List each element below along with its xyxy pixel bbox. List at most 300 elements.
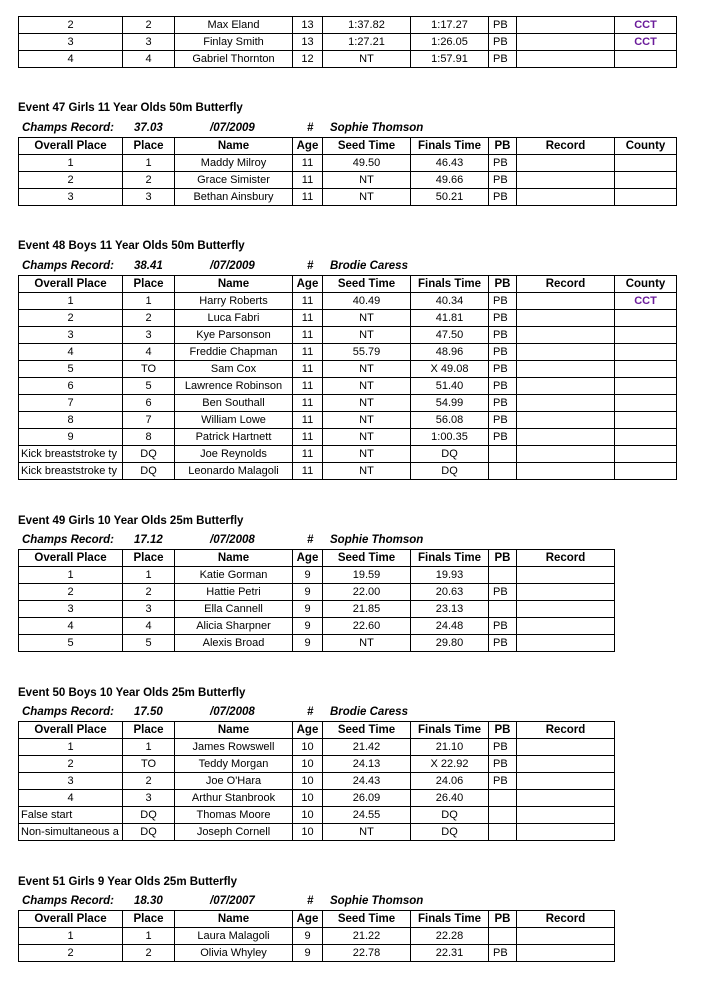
table-cell: PB (489, 378, 517, 395)
table-cell: 9 (293, 945, 323, 962)
table-cell: NT (323, 172, 411, 189)
table-row (19, 361, 677, 378)
table-cell: 2 (123, 584, 175, 601)
table-cell: 54.99 (411, 395, 489, 412)
table-cell: False start (19, 807, 123, 824)
table-cell: PB (489, 189, 517, 206)
table-cell: 3 (19, 327, 123, 344)
table-cell (517, 17, 615, 34)
record-holder: Sophie Thomson (330, 534, 424, 546)
table-cell: 6 (19, 378, 123, 395)
record-time: 17.12 (134, 534, 163, 546)
table-cell (615, 344, 677, 361)
table-row (19, 635, 615, 652)
table-row (19, 584, 615, 601)
column-header: Record (517, 138, 615, 155)
table-cell: 40.34 (411, 293, 489, 310)
table-cell (517, 344, 615, 361)
event-title: Event 51 Girls 9 Year Olds 25m Butterfly (18, 876, 238, 888)
column-header: PB (489, 911, 517, 928)
record-time: 37.03 (134, 122, 163, 134)
table-cell: 26.40 (411, 790, 489, 807)
table-cell: Alicia Sharpner (175, 618, 293, 635)
table-cell: 11 (293, 172, 323, 189)
table-cell: 7 (19, 395, 123, 412)
table-cell (615, 327, 677, 344)
table-cell: 11 (293, 293, 323, 310)
results-table (18, 16, 677, 68)
table-cell: 21.85 (323, 601, 411, 618)
column-header: Seed Time (323, 722, 411, 739)
column-header: Seed Time (323, 276, 411, 293)
table-cell (489, 463, 517, 480)
table-cell (489, 601, 517, 618)
column-header: Name (175, 138, 293, 155)
table-cell (517, 928, 615, 945)
column-header: Name (175, 911, 293, 928)
table-cell: 10 (293, 756, 323, 773)
table-cell: 49.66 (411, 172, 489, 189)
table-cell: PB (489, 618, 517, 635)
table-cell: William Lowe (175, 412, 293, 429)
table-cell: NT (323, 412, 411, 429)
table-cell: PB (489, 17, 517, 34)
record-date: /07/2008 (210, 534, 255, 546)
table-cell: 9 (19, 429, 123, 446)
table-cell: 1:37.82 (323, 17, 411, 34)
column-header: County (615, 138, 677, 155)
table-row (19, 601, 615, 618)
table-row (19, 567, 615, 584)
table-header-row (19, 911, 615, 928)
table-row (19, 34, 677, 51)
table-cell: 13 (293, 17, 323, 34)
table-cell: 1 (123, 928, 175, 945)
table-cell: 56.08 (411, 412, 489, 429)
table-cell: 4 (123, 618, 175, 635)
column-header: Record (517, 276, 615, 293)
table-cell (517, 635, 615, 652)
table-cell: 29.80 (411, 635, 489, 652)
table-row (19, 51, 677, 68)
table-cell: 11 (293, 412, 323, 429)
table-cell: X 49.08 (411, 361, 489, 378)
table-cell: PB (489, 361, 517, 378)
column-header: Overall Place (19, 138, 123, 155)
table-cell: NT (323, 395, 411, 412)
results-table (18, 275, 677, 480)
column-header: Name (175, 550, 293, 567)
table-cell (517, 584, 615, 601)
table-cell: 2 (19, 584, 123, 601)
table-cell: Kye Parsonson (175, 327, 293, 344)
table-cell: 1 (19, 739, 123, 756)
table-cell: 6 (123, 395, 175, 412)
table-cell: 24.55 (323, 807, 411, 824)
table-cell: Luca Fabri (175, 310, 293, 327)
table-cell (517, 739, 615, 756)
table-cell: 9 (293, 567, 323, 584)
table-cell: 20.63 (411, 584, 489, 601)
table-cell: Sam Cox (175, 361, 293, 378)
table-cell: 55.79 (323, 344, 411, 361)
table-cell: 11 (293, 189, 323, 206)
table-cell (615, 378, 677, 395)
table-cell: 2 (19, 945, 123, 962)
column-header: Record (517, 722, 615, 739)
table-cell: 5 (123, 635, 175, 652)
table-cell (517, 189, 615, 206)
table-cell: PB (489, 945, 517, 962)
table-header-row (19, 138, 677, 155)
table-cell: PB (489, 412, 517, 429)
table-cell: 1 (123, 739, 175, 756)
table-cell: PB (489, 429, 517, 446)
record-holder: Sophie Thomson (330, 895, 424, 907)
table-cell (517, 601, 615, 618)
table-cell: DQ (123, 807, 175, 824)
column-header: Age (293, 911, 323, 928)
table-row (19, 395, 677, 412)
table-cell: Maddy Milroy (175, 155, 293, 172)
table-cell (517, 773, 615, 790)
table-cell (615, 429, 677, 446)
table-header-row (19, 550, 615, 567)
event-title: Event 48 Boys 11 Year Olds 50m Butterfly (18, 240, 245, 252)
table-cell: NT (323, 361, 411, 378)
table-cell: CCT (615, 34, 677, 51)
table-cell (489, 928, 517, 945)
table-cell: Grace Simister (175, 172, 293, 189)
table-cell (517, 361, 615, 378)
table-cell: NT (323, 635, 411, 652)
table-row (19, 790, 615, 807)
table-cell: Gabriel Thornton (175, 51, 293, 68)
table-cell: 23.13 (411, 601, 489, 618)
table-cell (489, 446, 517, 463)
table-cell: 21.42 (323, 739, 411, 756)
champs-record-label: Champs Record: (22, 534, 115, 546)
table-cell: 11 (293, 310, 323, 327)
record-hash: # (307, 260, 314, 272)
table-cell: Hattie Petri (175, 584, 293, 601)
table-cell (517, 172, 615, 189)
column-header: Place (123, 911, 175, 928)
table-cell: 2 (123, 310, 175, 327)
table-cell: 10 (293, 739, 323, 756)
table-cell: DQ (123, 446, 175, 463)
table-cell: 4 (19, 51, 123, 68)
table-row (19, 618, 615, 635)
table-cell (517, 824, 615, 841)
table-cell: 22.60 (323, 618, 411, 635)
table-cell: Joe O'Hara (175, 773, 293, 790)
results-table (18, 549, 615, 652)
table-cell: 4 (19, 790, 123, 807)
column-header: County (615, 276, 677, 293)
table-cell: PB (489, 395, 517, 412)
column-header: Finals Time (411, 138, 489, 155)
table-cell: 1 (123, 155, 175, 172)
table-cell: 2 (123, 17, 175, 34)
table-cell: 11 (293, 344, 323, 361)
table-cell (517, 310, 615, 327)
table-row (19, 807, 615, 824)
table-row (19, 293, 677, 310)
table-cell: 2 (19, 756, 123, 773)
table-row (19, 378, 677, 395)
champs-record-label: Champs Record: (22, 706, 115, 718)
column-header: Name (175, 722, 293, 739)
column-header: Age (293, 550, 323, 567)
table-cell: 11 (293, 446, 323, 463)
table-cell: PB (489, 327, 517, 344)
table-row (19, 412, 677, 429)
column-header: Overall Place (19, 911, 123, 928)
table-cell (615, 189, 677, 206)
table-cell: 4 (19, 344, 123, 361)
table-cell: NT (323, 463, 411, 480)
table-cell: CCT (615, 293, 677, 310)
table-cell: NT (323, 327, 411, 344)
table-cell: 2 (19, 310, 123, 327)
event-title: Event 50 Boys 10 Year Olds 25m Butterfly (18, 687, 246, 699)
table-row (19, 463, 677, 480)
column-header: Finals Time (411, 550, 489, 567)
table-cell: 22.78 (323, 945, 411, 962)
table-cell (517, 790, 615, 807)
table-cell: NT (323, 429, 411, 446)
column-header: Finals Time (411, 276, 489, 293)
table-cell: 12 (293, 51, 323, 68)
table-cell (517, 618, 615, 635)
table-cell: Kick breaststroke ty (19, 463, 123, 480)
column-header: Place (123, 722, 175, 739)
table-cell: James Rowswell (175, 739, 293, 756)
table-cell: Laura Malagoli (175, 928, 293, 945)
table-cell: Bethan Ainsbury (175, 189, 293, 206)
table-row (19, 756, 615, 773)
record-hash: # (307, 122, 314, 134)
champs-record-label: Champs Record: (22, 260, 115, 272)
record-time: 17.50 (134, 706, 163, 718)
table-header-row (19, 722, 615, 739)
record-date: /07/2009 (210, 122, 255, 134)
table-cell: 50.21 (411, 189, 489, 206)
table-cell: DQ (411, 446, 489, 463)
table-cell: 13 (293, 34, 323, 51)
table-cell: 1 (19, 293, 123, 310)
table-cell (517, 756, 615, 773)
table-cell: PB (489, 635, 517, 652)
table-cell: 22.31 (411, 945, 489, 962)
table-cell: Thomas Moore (175, 807, 293, 824)
table-row (19, 344, 677, 361)
table-cell: Joe Reynolds (175, 446, 293, 463)
table-cell: 1:26.05 (411, 34, 489, 51)
table-cell (489, 790, 517, 807)
table-cell: 10 (293, 790, 323, 807)
table-cell: 11 (293, 361, 323, 378)
table-cell: 5 (19, 635, 123, 652)
table-cell: NT (323, 51, 411, 68)
column-header: Finals Time (411, 911, 489, 928)
table-cell (517, 463, 615, 480)
record-holder: Brodie Caress (330, 706, 408, 718)
table-cell: PB (489, 584, 517, 601)
table-header-row (19, 276, 677, 293)
table-cell: 11 (293, 463, 323, 480)
table-cell: 1 (19, 928, 123, 945)
champs-record-label: Champs Record: (22, 895, 115, 907)
table-row (19, 310, 677, 327)
table-cell: 9 (293, 928, 323, 945)
column-header: PB (489, 276, 517, 293)
table-cell: 19.93 (411, 567, 489, 584)
table-cell: 2 (19, 172, 123, 189)
table-cell (615, 172, 677, 189)
table-cell (489, 807, 517, 824)
column-header: Overall Place (19, 276, 123, 293)
event-title: Event 49 Girls 10 Year Olds 25m Butterfly (18, 515, 244, 527)
table-cell: 7 (123, 412, 175, 429)
table-cell: Joseph Cornell (175, 824, 293, 841)
record-date: /07/2008 (210, 706, 255, 718)
table-cell: Alexis Broad (175, 635, 293, 652)
table-cell: 4 (123, 344, 175, 361)
table-row (19, 155, 677, 172)
table-cell: 3 (19, 34, 123, 51)
table-row (19, 17, 677, 34)
record-hash: # (307, 534, 314, 546)
results-table (18, 137, 677, 206)
table-row (19, 824, 615, 841)
table-cell: 3 (19, 601, 123, 618)
table-cell: X 22.92 (411, 756, 489, 773)
event-title: Event 47 Girls 11 Year Olds 50m Butterfly (18, 102, 243, 114)
table-cell: TO (123, 361, 175, 378)
record-hash: # (307, 706, 314, 718)
record-hash: # (307, 895, 314, 907)
table-cell: 19.59 (323, 567, 411, 584)
table-cell: Teddy Morgan (175, 756, 293, 773)
column-header: PB (489, 138, 517, 155)
record-date: /07/2007 (210, 895, 255, 907)
column-header: Overall Place (19, 550, 123, 567)
results-table (18, 721, 615, 841)
column-header: Seed Time (323, 138, 411, 155)
table-cell (615, 361, 677, 378)
table-cell: PB (489, 739, 517, 756)
column-header: Place (123, 550, 175, 567)
table-row (19, 446, 677, 463)
table-cell (517, 378, 615, 395)
table-cell: Ella Cannell (175, 601, 293, 618)
table-cell (615, 395, 677, 412)
column-header: Record (517, 550, 615, 567)
column-header: Place (123, 276, 175, 293)
table-cell: 47.50 (411, 327, 489, 344)
table-cell: Katie Gorman (175, 567, 293, 584)
table-cell (517, 395, 615, 412)
table-cell: Freddie Chapman (175, 344, 293, 361)
table-cell: 4 (19, 618, 123, 635)
table-cell: Harry Roberts (175, 293, 293, 310)
table-cell: 21.22 (323, 928, 411, 945)
table-cell: 3 (123, 189, 175, 206)
table-cell: 1:57.91 (411, 51, 489, 68)
table-cell: 11 (293, 378, 323, 395)
table-cell: Finlay Smith (175, 34, 293, 51)
table-row (19, 189, 677, 206)
table-cell: 9 (293, 584, 323, 601)
table-cell: 11 (293, 429, 323, 446)
table-row (19, 739, 615, 756)
table-cell: 2 (123, 773, 175, 790)
table-cell: 10 (293, 824, 323, 841)
table-cell: PB (489, 172, 517, 189)
table-cell: NT (323, 446, 411, 463)
table-cell: 1 (123, 293, 175, 310)
table-cell: PB (489, 344, 517, 361)
table-cell: 1:00.35 (411, 429, 489, 446)
record-time: 18.30 (134, 895, 163, 907)
table-cell: 51.40 (411, 378, 489, 395)
table-cell (517, 34, 615, 51)
table-cell: 8 (19, 412, 123, 429)
table-cell: 40.49 (323, 293, 411, 310)
table-cell: 1 (123, 567, 175, 584)
table-cell (517, 446, 615, 463)
table-cell: 41.81 (411, 310, 489, 327)
table-cell (615, 51, 677, 68)
record-holder: Sophie Thomson (330, 122, 424, 134)
table-row (19, 327, 677, 344)
table-cell: 3 (123, 601, 175, 618)
table-cell: 1 (19, 567, 123, 584)
column-header: Overall Place (19, 722, 123, 739)
champs-record-label: Champs Record: (22, 122, 115, 134)
record-date: /07/2009 (210, 260, 255, 272)
table-cell: 5 (19, 361, 123, 378)
table-cell: 10 (293, 773, 323, 790)
table-cell: 3 (19, 773, 123, 790)
column-header: Age (293, 722, 323, 739)
table-row (19, 172, 677, 189)
table-cell: 24.43 (323, 773, 411, 790)
table-cell (615, 310, 677, 327)
table-cell (517, 807, 615, 824)
table-cell: 1:17.27 (411, 17, 489, 34)
table-cell (517, 155, 615, 172)
table-cell: 9 (293, 635, 323, 652)
table-cell (615, 446, 677, 463)
table-cell (517, 429, 615, 446)
table-cell: 5 (123, 378, 175, 395)
table-row (19, 928, 615, 945)
table-cell: Leonardo Malagoli (175, 463, 293, 480)
record-time: 38.41 (134, 260, 163, 272)
table-cell: 1 (19, 155, 123, 172)
table-cell: 3 (123, 34, 175, 51)
table-cell: PB (489, 34, 517, 51)
column-header: Seed Time (323, 911, 411, 928)
table-cell: 10 (293, 807, 323, 824)
table-cell: 3 (123, 327, 175, 344)
table-cell (615, 463, 677, 480)
column-header: Age (293, 138, 323, 155)
table-cell: 48.96 (411, 344, 489, 361)
